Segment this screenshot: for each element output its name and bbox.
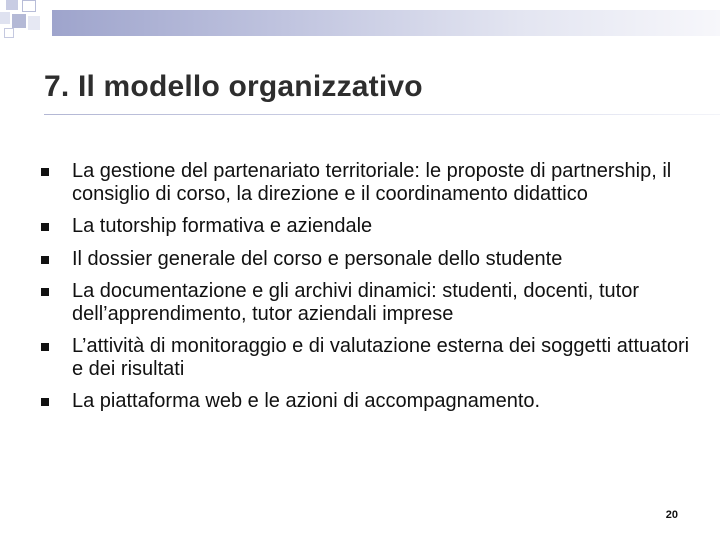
square-bullet-icon (41, 398, 49, 406)
decorative-square (12, 14, 26, 28)
square-bullet-icon (41, 168, 49, 176)
list-item (64, 215, 694, 238)
bullet-text: La piattaforma web e le azioni di accompagnamento. (72, 390, 541, 412)
header-gradient-bar (52, 10, 720, 36)
bullet-text: Il dossier generale del corso e personale dello studente (72, 247, 563, 270)
decorative-square (4, 28, 14, 38)
page-number: 20 (665, 509, 678, 521)
list-item (64, 280, 694, 325)
square-bullet-icon (41, 288, 49, 296)
bullet-text: L’attività di monitoraggio e di valutazione esterna dei soggetti attuatori e dei risultati (72, 335, 690, 380)
bullet-text: La gestione del partenariato territoriale: le proposte di partnership, il consiglio di corso, la direzione e il coordinamento didattico (72, 160, 672, 205)
decorative-square (28, 16, 40, 30)
decorative-square (22, 0, 36, 12)
square-bullet-icon (41, 256, 49, 264)
list-item (64, 390, 694, 413)
list-item (64, 160, 694, 205)
list-item (64, 335, 694, 380)
bullet-text: La documentazione e gli archivi dinamici: studenti, docenti, tutor dell’apprendimento, tutor aziendali imprese (72, 280, 639, 325)
list-item (64, 248, 694, 271)
square-bullet-icon (41, 343, 49, 351)
bullet-text: La tutorship formativa e aziendale (72, 215, 373, 237)
decorative-square (6, 0, 18, 10)
square-bullet-icon (41, 223, 49, 231)
title-divider (44, 114, 720, 115)
decorative-square (0, 12, 10, 24)
slide-title: 7. Il modello organizzativo (44, 70, 423, 103)
bullet-list (64, 160, 694, 413)
